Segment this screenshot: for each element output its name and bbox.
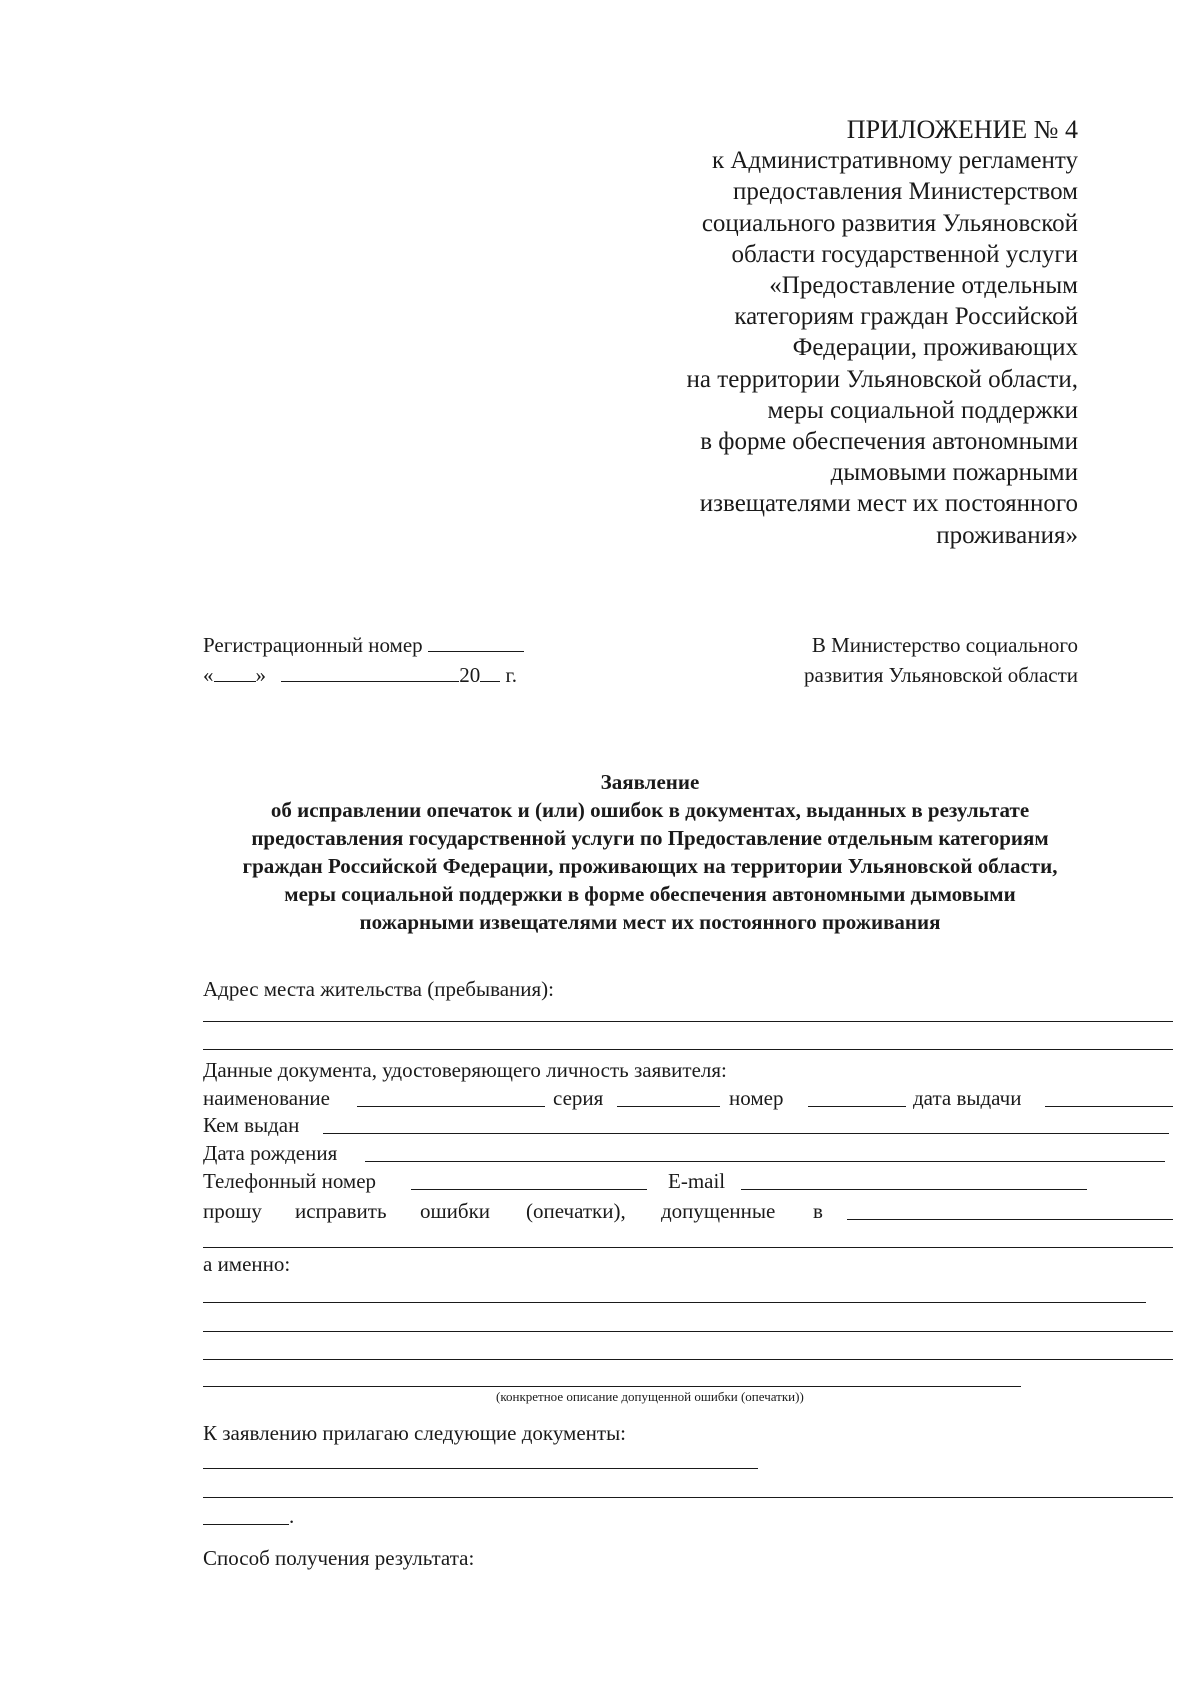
appendix-line: в форме обеспечения автономными: [700, 428, 1078, 456]
request-document-field[interactable]: [847, 1219, 1173, 1220]
birth-date-label: Дата рождения: [203, 1141, 338, 1165]
request-word: допущенные: [661, 1199, 776, 1223]
appendix-line: предоставления Министерством: [733, 178, 1078, 206]
title-line: об исправлении опечаток и (или) ошибок в документах, выданных в результате: [270, 798, 1030, 822]
registration-block: [203, 630, 524, 690]
phone-field[interactable]: [411, 1189, 647, 1190]
registration-number-field[interactable]: [428, 633, 524, 652]
doc-issue-date-field[interactable]: [1045, 1106, 1173, 1107]
request-word: исправить: [295, 1199, 387, 1223]
registration-number-row: [203, 630, 524, 660]
error-description-line-3[interactable]: [203, 1359, 1173, 1360]
registration-month-field[interactable]: [281, 663, 459, 682]
attachments-line-2[interactable]: [203, 1497, 1173, 1498]
result-method-label: Способ получения результата:: [203, 1546, 475, 1570]
title-line: предоставления государственной услуги по Предоставление отдельным категориям: [251, 826, 1049, 850]
error-description-line-4[interactable]: [203, 1386, 1021, 1387]
addressee-block: [804, 630, 1078, 690]
error-description-caption: (конкретное описание допущенной ошибки (опечатки)): [496, 1389, 804, 1404]
appendix-line: области государственной услуги: [731, 240, 1078, 268]
appendix-line: к Административному регламенту: [711, 147, 1078, 175]
attachments-label: К заявлению прилагаю следующие документы:: [203, 1421, 627, 1445]
namely-label: а именно:: [203, 1252, 291, 1276]
address-label: Адрес места жительства (пребывания):: [203, 977, 555, 1001]
application-title: [170, 768, 1130, 936]
doc-name-label: наименование: [203, 1086, 330, 1110]
doc-number-field[interactable]: [808, 1106, 906, 1107]
issued-by-field[interactable]: [323, 1133, 1169, 1134]
doc-number-label: номер: [729, 1086, 784, 1110]
request-word: ошибки: [420, 1199, 491, 1223]
attachments-line-1[interactable]: [203, 1468, 758, 1469]
addressee-line: развития Ульяновской области: [804, 663, 1078, 687]
registration-day-field[interactable]: [214, 663, 256, 682]
appendix-line: дымовыми пожарными: [830, 459, 1078, 487]
year-prefix: 20: [459, 663, 481, 687]
appendix-line: социального развития Ульяновской: [701, 209, 1078, 237]
appendix-line: категориям граждан Российской: [734, 303, 1078, 331]
birth-date-field[interactable]: [365, 1161, 1165, 1162]
phone-label: Телефонный номер: [203, 1169, 377, 1193]
issued-by-label: Кем выдан: [203, 1113, 300, 1137]
year-suffix: г.: [505, 663, 517, 687]
registration-number-label: Регистрационный номер: [203, 633, 423, 657]
registration-date-row: [203, 660, 524, 690]
appendix-heading: ПРИЛОЖЕНИЕ № 4: [846, 115, 1078, 144]
attachments-line-3[interactable]: [203, 1524, 289, 1525]
appendix-line: Федерации, проживающих: [792, 334, 1078, 362]
request-word: прошу: [203, 1199, 262, 1223]
request-document-line-2[interactable]: [203, 1247, 1173, 1248]
email-label: E-mail: [668, 1169, 726, 1193]
id-doc-label: Данные документа, удостоверяющего личность заявителя:: [203, 1058, 727, 1082]
address-line-2[interactable]: [203, 1049, 1173, 1050]
appendix-line: извещателями мест их постоянного: [699, 490, 1078, 518]
request-word: в: [813, 1199, 823, 1223]
doc-issue-date-label: дата выдачи: [913, 1086, 1022, 1110]
request-word: (опечатки),: [526, 1199, 626, 1223]
title-line: граждан Российской Федерации, проживающих на территории Ульяновской области,: [242, 854, 1058, 878]
error-description-line-1[interactable]: [203, 1302, 1146, 1303]
registration-year-field[interactable]: [480, 663, 500, 682]
quote-close: »: [255, 663, 266, 687]
doc-series-field[interactable]: [617, 1106, 720, 1107]
error-description-line-2[interactable]: [203, 1331, 1173, 1332]
title-line: Заявление: [600, 770, 700, 794]
addressee-line: В Министерство социального: [811, 633, 1078, 657]
doc-series-label: серия: [553, 1086, 604, 1110]
email-field[interactable]: [741, 1189, 1087, 1190]
appendix-line: на территории Ульяновской области,: [686, 365, 1078, 393]
title-line: меры социальной поддержки в форме обеспечения автономными дымовыми: [284, 882, 1016, 906]
attachments-end-mark: .: [289, 1504, 295, 1528]
doc-name-field[interactable]: [357, 1106, 545, 1107]
address-line-1[interactable]: [203, 1021, 1173, 1022]
appendix-line: проживания»: [936, 521, 1078, 549]
appendix-block: [518, 114, 1078, 551]
appendix-line: «Предоставление отдельным: [769, 272, 1078, 300]
appendix-line: меры социальной поддержки: [767, 396, 1078, 424]
quote-open: «: [203, 663, 214, 687]
title-line: пожарными извещателями мест их постоянного проживания: [359, 910, 941, 934]
